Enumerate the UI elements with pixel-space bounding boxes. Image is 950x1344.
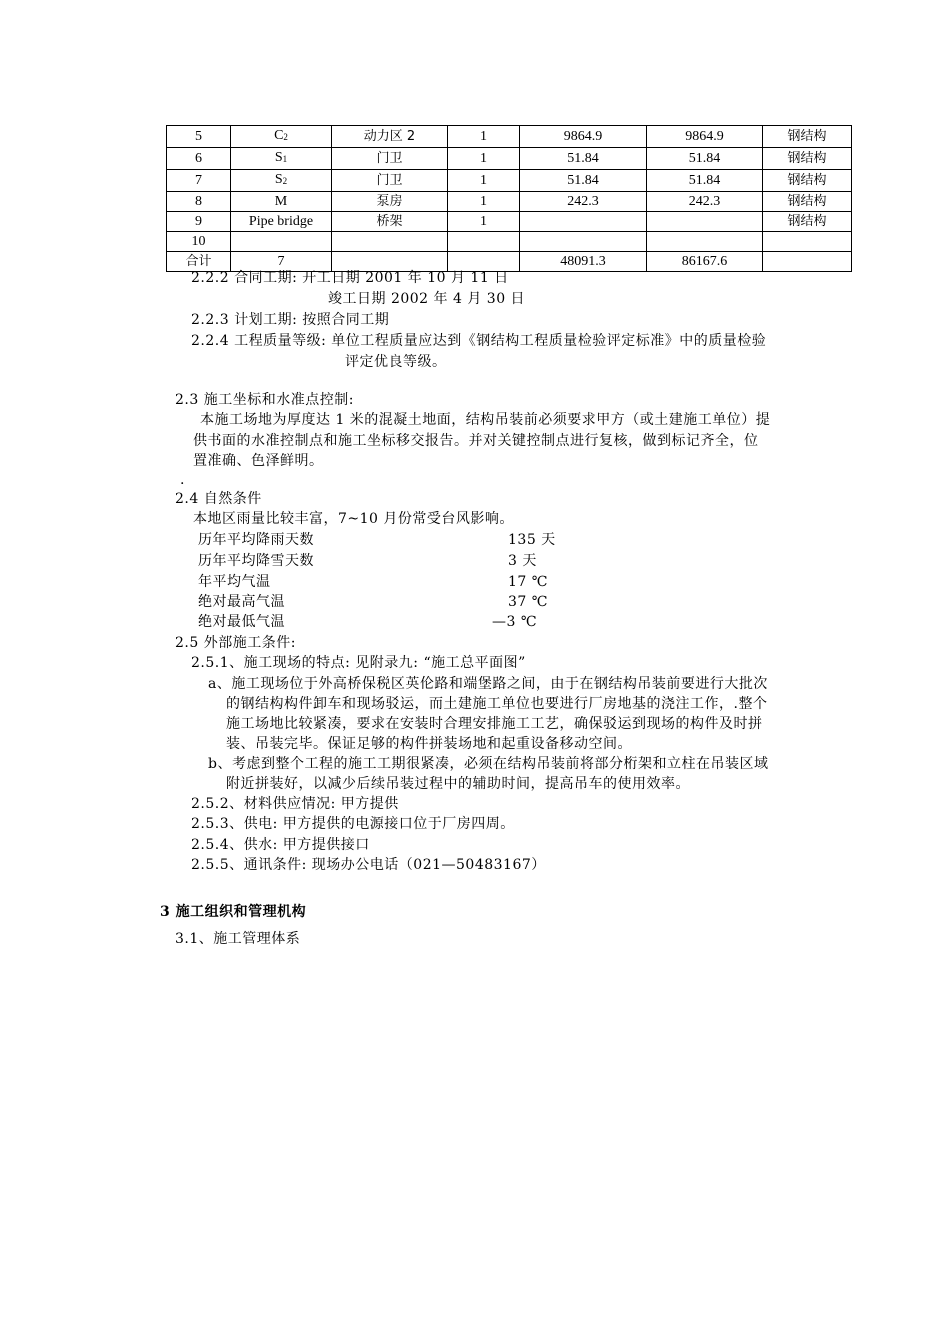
section-2-3-heading: 2.3 施工坐标和水准点控制: xyxy=(175,392,354,408)
table-cell xyxy=(332,212,448,232)
table-cell xyxy=(448,148,520,170)
cell-subscript: 1 xyxy=(282,154,288,164)
table-cell xyxy=(231,148,332,170)
cell-text: 8 xyxy=(195,194,202,209)
cell-text: S xyxy=(274,172,283,187)
planned-period-line: 2.2.3 计划工期: 按照合同工期 xyxy=(191,312,390,328)
cell-text: 9 xyxy=(195,214,202,229)
table-cell xyxy=(647,170,763,192)
paragraph-line: a、施工现场位于外高桥保税区英伦路和端堡路之间，由于在钢结构吊装前要进行大批次 xyxy=(208,676,768,692)
cell-text: Pipe bridge xyxy=(248,214,314,229)
section-3-heading: 3 施工组织和管理机构 xyxy=(160,904,307,920)
cell-text: 9864.9 xyxy=(563,129,603,144)
table-cell xyxy=(763,192,852,212)
building-table-body xyxy=(167,126,852,272)
cell-text: 7 xyxy=(195,173,202,188)
cell-text: 9864.9 xyxy=(685,129,724,144)
climate-label: 历年平均降雪天数 xyxy=(198,553,314,569)
table-cell xyxy=(332,126,448,148)
cell-text: 钢结构 xyxy=(787,129,827,144)
cell-text: 门卫 xyxy=(376,173,403,188)
section-3-1-heading: 3.1、施工管理体系 xyxy=(175,931,301,947)
cell-text: 门卫 xyxy=(376,151,403,166)
climate-intro: 本地区雨量比较丰富，7~10 月份常受台风影响。 xyxy=(193,511,514,527)
cell-text: 51.84 xyxy=(688,151,721,166)
paragraph-line: 附近拼装好，以减少后续吊装过程中的辅助时间，提高吊车的使用效率。 xyxy=(226,776,690,792)
table-cell xyxy=(520,192,647,212)
cell-text: 1 xyxy=(480,194,487,209)
cell-text: M xyxy=(274,194,288,209)
paragraph-line: 本施工场地为厚度达 1 米的混凝土地面，结构吊装前必须要求甲方（或土建施工单位）提 xyxy=(200,412,771,428)
cell-text: 合计 xyxy=(185,254,212,269)
climate-value: 135 天 xyxy=(508,532,556,548)
table-cell xyxy=(647,232,763,252)
section-2-5-heading: 2.5 外部施工条件: xyxy=(175,635,296,651)
table-cell xyxy=(448,126,520,148)
paragraph-line: 的钢结构构件卸车和现场驳运，而土建施工单位也要进行厂房地基的浇注工作，.整个 xyxy=(226,696,768,712)
table-cell xyxy=(763,252,852,272)
table-cell xyxy=(231,232,332,252)
building-table xyxy=(166,125,852,272)
cell-text: 86167.6 xyxy=(681,254,728,269)
table-cell xyxy=(167,148,231,170)
contract-period-line: 2.2.2 合同工期: 开工日期 2001 年 10 月 11 日 xyxy=(191,270,509,286)
cell-text: 51.84 xyxy=(688,173,721,188)
table-cell xyxy=(167,126,231,148)
cell-text: 7 xyxy=(277,254,285,269)
table-cell xyxy=(763,170,852,192)
cell-text: 1 xyxy=(480,214,487,229)
table-row xyxy=(167,126,852,148)
table-cell xyxy=(332,232,448,252)
cell-text: S xyxy=(274,150,283,165)
table-cell xyxy=(448,170,520,192)
cell-text: 10 xyxy=(191,234,206,249)
quality-grade-line: 2.2.4 工程质量等级: 单位工程质量应达到《钢结构工程质量检验评定标准》中的质量检验 xyxy=(191,333,767,349)
cell-subscript: 2 xyxy=(283,132,288,142)
table-cell xyxy=(231,126,332,148)
communication-line: 2.5.5、通讯条件: 现场办公电话（021—50483167） xyxy=(191,857,546,873)
table-row xyxy=(167,148,852,170)
cell-text: 6 xyxy=(195,151,202,166)
table-cell xyxy=(763,126,852,148)
table-row xyxy=(167,192,852,212)
table-cell xyxy=(520,170,647,192)
climate-value: 37 ℃ xyxy=(508,594,548,610)
paragraph-line: 装、吊装完毕。保证足够的构件拼装场地和起重设备移动空间。 xyxy=(226,736,632,752)
climate-value: 3 天 xyxy=(508,553,537,569)
table-cell xyxy=(763,232,852,252)
paragraph-line: 供书面的水准控制点和施工坐标移交报告。并对关键控制点进行复核，做到标记齐全，位 xyxy=(193,433,759,449)
table-row xyxy=(167,212,852,232)
table-cell xyxy=(448,192,520,212)
water-supply-line: 2.5.4、供水: 甲方提供接口 xyxy=(191,837,370,853)
cell-text: 钢结构 xyxy=(787,214,827,229)
quality-grade-cont: 评定优良等级。 xyxy=(345,354,447,370)
cell-subscript: 2 xyxy=(282,176,288,186)
table-cell xyxy=(647,212,763,232)
table-cell xyxy=(448,212,520,232)
table-cell xyxy=(520,126,647,148)
climate-label: 年平均气温 xyxy=(198,574,271,590)
paragraph-line: b、考虑到整个工程的施工工期很紧凑，必须在结构吊装前将部分桁架和立柱在吊装区域 xyxy=(208,756,769,772)
section-2-4-heading: 2.4 自然条件 xyxy=(175,491,262,507)
paragraph-line: 施工场地比较紧凑，要求在安装时合理安排施工工艺，确保驳运到现场的构件及时拼 xyxy=(226,716,763,732)
cell-text: 5 xyxy=(195,129,202,144)
cell-text: 桥架 xyxy=(376,214,403,229)
material-supply-line: 2.5.2、材料供应情况: 甲方提供 xyxy=(191,796,399,812)
table-cell xyxy=(520,232,647,252)
table-cell xyxy=(332,192,448,212)
cell-text: 钢结构 xyxy=(787,194,827,209)
table-row xyxy=(167,232,852,252)
table-cell xyxy=(763,212,852,232)
climate-label: 绝对最高气温 xyxy=(198,594,285,610)
cell-text: 51.84 xyxy=(567,173,599,188)
climate-value: 17 ℃ xyxy=(508,574,548,590)
cell-text: C xyxy=(274,128,284,143)
cell-text: 泵房 xyxy=(376,194,403,209)
table-cell xyxy=(332,170,448,192)
cell-text: 1 xyxy=(480,129,487,144)
table-cell xyxy=(167,192,231,212)
table-cell xyxy=(231,212,332,232)
completion-date-line: 竣工日期 2002 年 4 月 30 日 xyxy=(328,291,526,307)
climate-value: —3 ℃ xyxy=(492,614,538,630)
table-cell xyxy=(520,212,647,232)
paragraph-line: 置准确、色泽鲜明。 xyxy=(193,453,324,469)
cell-text: 51.84 xyxy=(567,151,599,166)
cell-text: 48091.3 xyxy=(560,254,606,269)
climate-label: 历年平均降雨天数 xyxy=(198,532,314,548)
cell-text: 动力区 2 xyxy=(363,129,416,144)
table-cell xyxy=(167,170,231,192)
table-cell xyxy=(520,148,647,170)
table-cell xyxy=(167,232,231,252)
table-cell xyxy=(231,192,332,212)
cell-text: 242.3 xyxy=(688,194,721,209)
cell-text: 钢结构 xyxy=(787,173,827,188)
climate-label: 绝对最低气温 xyxy=(198,614,285,630)
cell-text: 242.3 xyxy=(567,194,599,209)
table-cell xyxy=(647,192,763,212)
table-cell xyxy=(647,126,763,148)
table-cell xyxy=(520,252,647,272)
table-cell xyxy=(647,148,763,170)
dot-line: . xyxy=(180,472,185,488)
table-cell xyxy=(332,148,448,170)
table-cell xyxy=(763,148,852,170)
table-row xyxy=(167,170,852,192)
table-cell xyxy=(647,252,763,272)
table-cell xyxy=(167,212,231,232)
site-feature-line: 2.5.1、施工现场的特点: 见附录九: “施工总平面图” xyxy=(191,655,526,671)
table-cell xyxy=(448,232,520,252)
cell-text: 1 xyxy=(480,151,487,166)
power-supply-line: 2.5.3、供电: 甲方提供的电源接口位于厂房四周。 xyxy=(191,816,515,832)
cell-text: 1 xyxy=(480,173,487,188)
cell-text: 钢结构 xyxy=(787,151,827,166)
table-cell xyxy=(231,170,332,192)
